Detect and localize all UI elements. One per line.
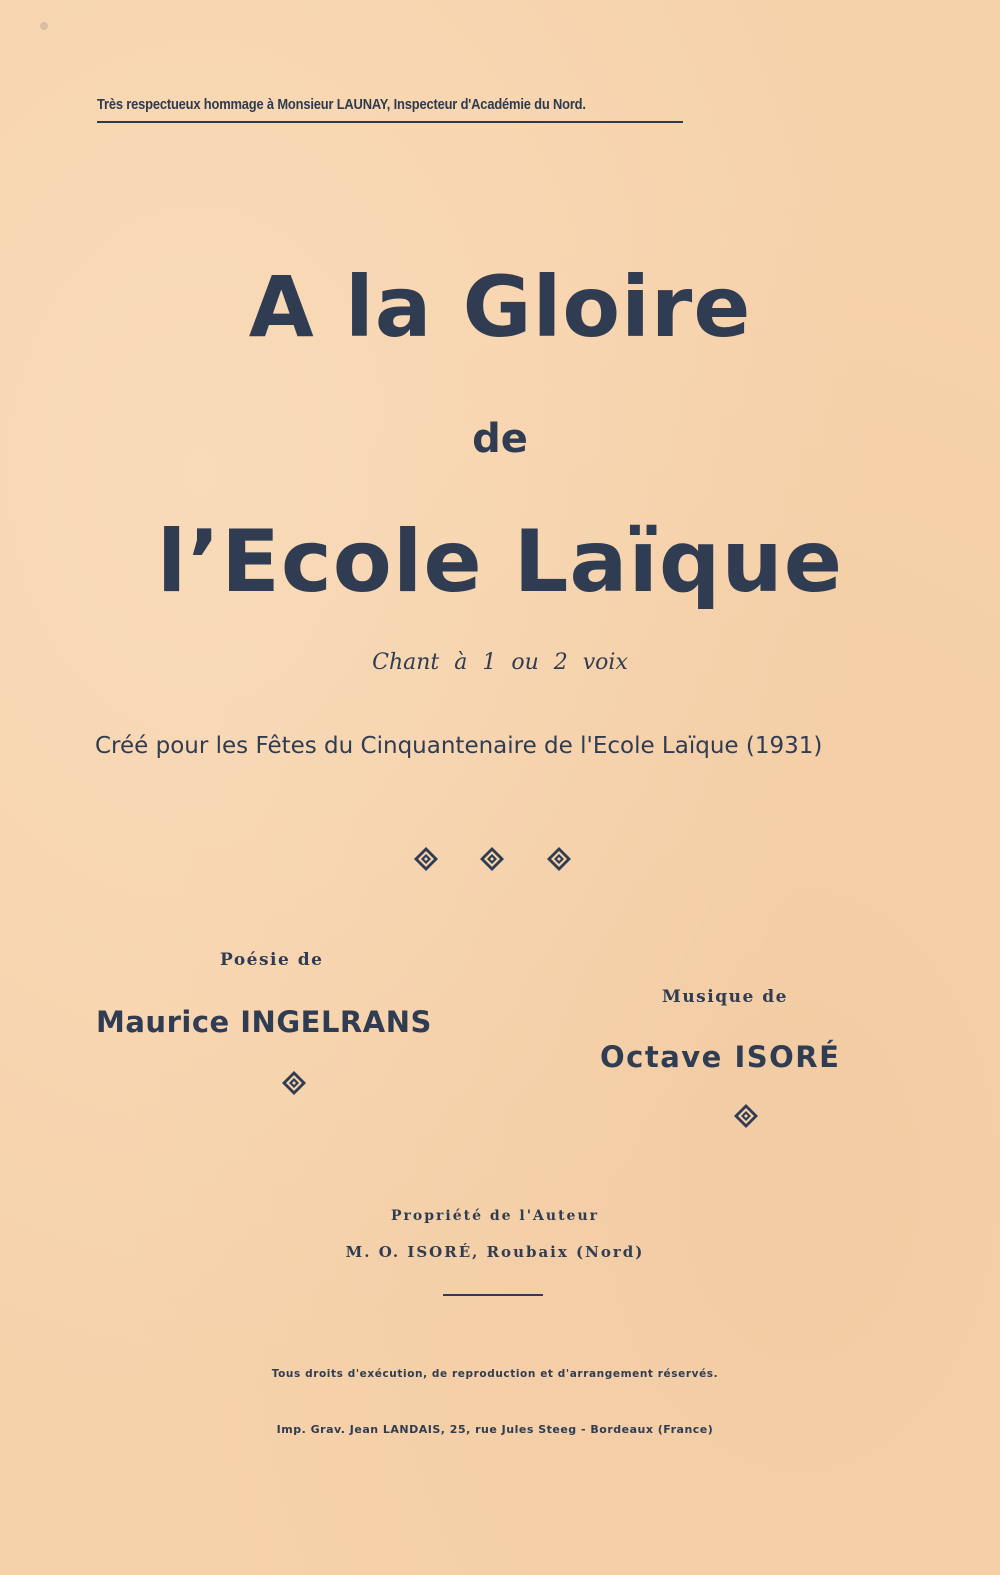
rights-notice: Tous droits d'exécution, de reproduction et d'arrangement réservés. xyxy=(271,1368,719,1380)
diamond-ornament-icon xyxy=(413,846,439,872)
poetry-label: Poésie de xyxy=(220,950,324,970)
divider-rule xyxy=(443,1294,543,1296)
created-for-line: Créé pour les Fêtes du Cinquantenaire de l'Ecole Laïque (1931) xyxy=(95,733,823,759)
ownership-label: Propriété de l'Auteur xyxy=(390,1208,600,1224)
diamond-ornament-icon xyxy=(479,846,505,872)
dedication-underline xyxy=(97,121,683,123)
poet-name: Maurice INGELRANS xyxy=(96,1005,432,1039)
title-line-3: l’Ecole Laïque xyxy=(156,512,844,612)
dedication-line: Très respectueux hommage à Monsieur LAUNAY, Inspecteur d'Académie du Nord. xyxy=(97,96,586,113)
diamond-ornament-icon xyxy=(546,846,572,872)
composer-name: Octave ISORÉ xyxy=(600,1040,841,1074)
paper-speck xyxy=(40,22,48,30)
subtitle: Chant à 1 ou 2 voix xyxy=(372,650,628,675)
printer-line: Imp. Grav. Jean LANDAIS, 25, rue Jules Steeg - Bordeaux (France) xyxy=(276,1423,714,1436)
title-line-2: de xyxy=(472,416,528,462)
diamond-ornament-icon xyxy=(733,1103,759,1129)
title-line-1: A la Gloire xyxy=(248,258,752,356)
music-label: Musique de xyxy=(662,987,788,1007)
diamond-ornament-icon xyxy=(281,1070,307,1096)
ownership-address: M. O. ISORÉ, Roubaix (Nord) xyxy=(345,1243,645,1261)
